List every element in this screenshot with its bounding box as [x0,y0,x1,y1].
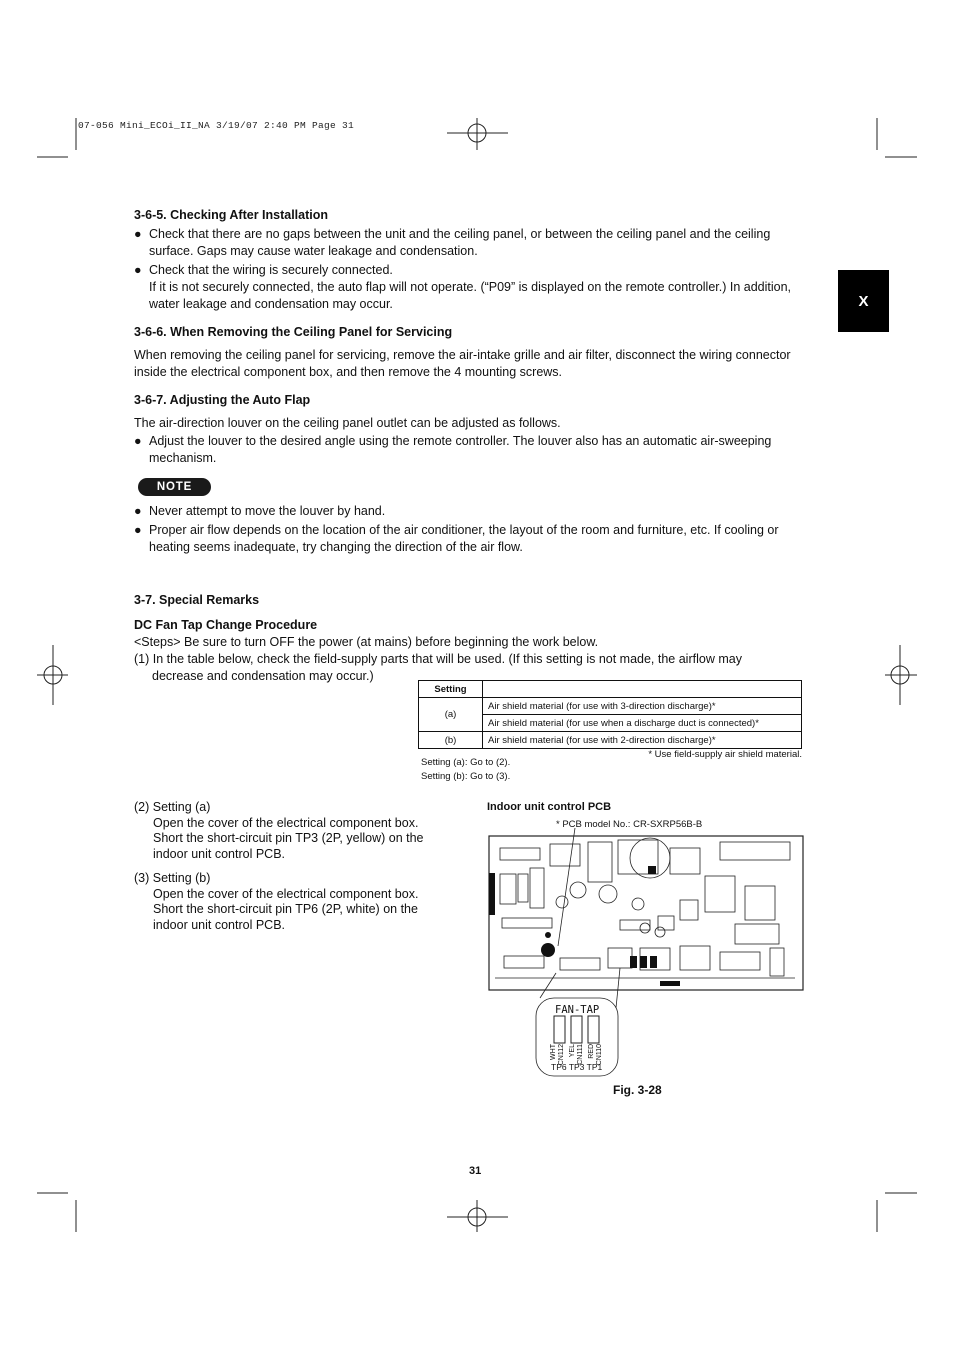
fan-tap-connector-labels [548,1044,612,1064]
list-item: ● Check that the wiring is securely connected. If it is not securely connected, the auto flap will not operate. (“P09” is displayed on the remote controller.) In addition, water leakage and condensation may occur. [134,263,792,311]
heading-3-6-5: 3-6-5. Checking After Installation [134,208,329,222]
pin-color-label: YEL [569,1044,576,1058]
go-to-b: Setting (b): Go to (3). [421,771,511,782]
pin-connector-label: CN111 [577,1044,584,1065]
section-tab: X [838,270,889,332]
tp-labels [551,1062,602,1072]
table-cell: (a) [419,698,483,732]
list-item: ● Never attempt to move the louver by hand. [134,504,386,518]
pin-color-label: RED [588,1044,595,1059]
steps-intro: <Steps> Be sure to turn OFF the power (at mains) before beginning the work below. [134,635,599,649]
table-cell: Air shield material (for use when a discharge duct is connected)* [483,715,802,732]
paragraph: When removing the ceiling panel for servicing, remove the air-intake grille and air filter, disconnect the wiring connector inside the electrical component box, and then remove the 4 mounting screws. [134,348,791,379]
table-cell: Air shield material (for use with 2-direction discharge)* [483,732,802,749]
table-cell: (b) [419,732,483,749]
print-slug: 07-056 Mini_ECOi_II_NA 3/19/07 2:40 PM Page 31 [78,120,355,131]
table-footnote: * Use field-supply air shield material. [648,749,802,760]
step-3: (3) Setting (b) Open the cover of the electrical component box. Short the short-circuit pin TP6 (2P, white) on the indoor unit control PCB. [134,871,419,932]
fan-tap-label: FAN-TAP [555,1004,600,1016]
tp-label: TP3 [568,1062,585,1072]
subheading-fan-tap: DC Fan Tap Change Procedure [134,618,318,632]
heading-3-6-7: 3-6-7. Adjusting the Auto Flap [134,393,311,407]
note-badge: NOTE [138,478,211,496]
table-cell: Air shield material (for use with 3-direction discharge)* [483,698,802,715]
tp-label: TP6 [551,1062,567,1072]
pin-connector-label: CN112 [558,1044,565,1066]
paragraph: The air-direction louver on the ceiling panel outlet can be adjusted as follows. [134,416,561,430]
setting-table [418,680,802,749]
pcb-diagram [480,828,810,1080]
step-2: (2) Setting (a) Open the cover of the electrical component box. Short the short-circuit pin TP3 (2P, yellow) on the indoor unit control PCB. [134,800,424,861]
pin-color-label: WHT [550,1044,557,1060]
heading-3-7: 3-7. Special Remarks [134,593,260,607]
pin-connector-label: CN110 [596,1044,603,1066]
list-item: ● Proper air flow depends on the location of the air conditioner, the layout of the room and furniture, etc. If cooling or heating seems inadequate, try changing the direction of the air flow. [134,523,779,554]
figure-title: Indoor unit control PCB [487,801,612,813]
list-item: ● Check that there are no gaps between the unit and the ceiling panel, or between the ceiling panel and the ceiling surface. Gaps may cause water leakage and condensation. [134,227,771,258]
step-1: (1) In the table below, check the field-supply parts that will be used. (If this setting is not made, the airflow may decrease and condensation may occur.) [134,652,742,683]
figure-caption: Fig. 3-28 [613,1083,662,1097]
go-to-a: Setting (a): Go to (2). [421,757,511,768]
heading-3-6-6: 3-6-6. When Removing the Ceiling Panel for Servicing [134,325,453,339]
pcb-model-label: * PCB model No.: CR-SXRP56B-B [556,819,703,830]
list-item: ● Adjust the louver to the desired angle using the remote controller. The louver also has an automatic air-sweeping mechanism. [134,434,772,465]
page-number: 31 [469,1165,482,1177]
table-header: Setting [419,681,483,698]
tp-label: TP1 [586,1062,603,1072]
